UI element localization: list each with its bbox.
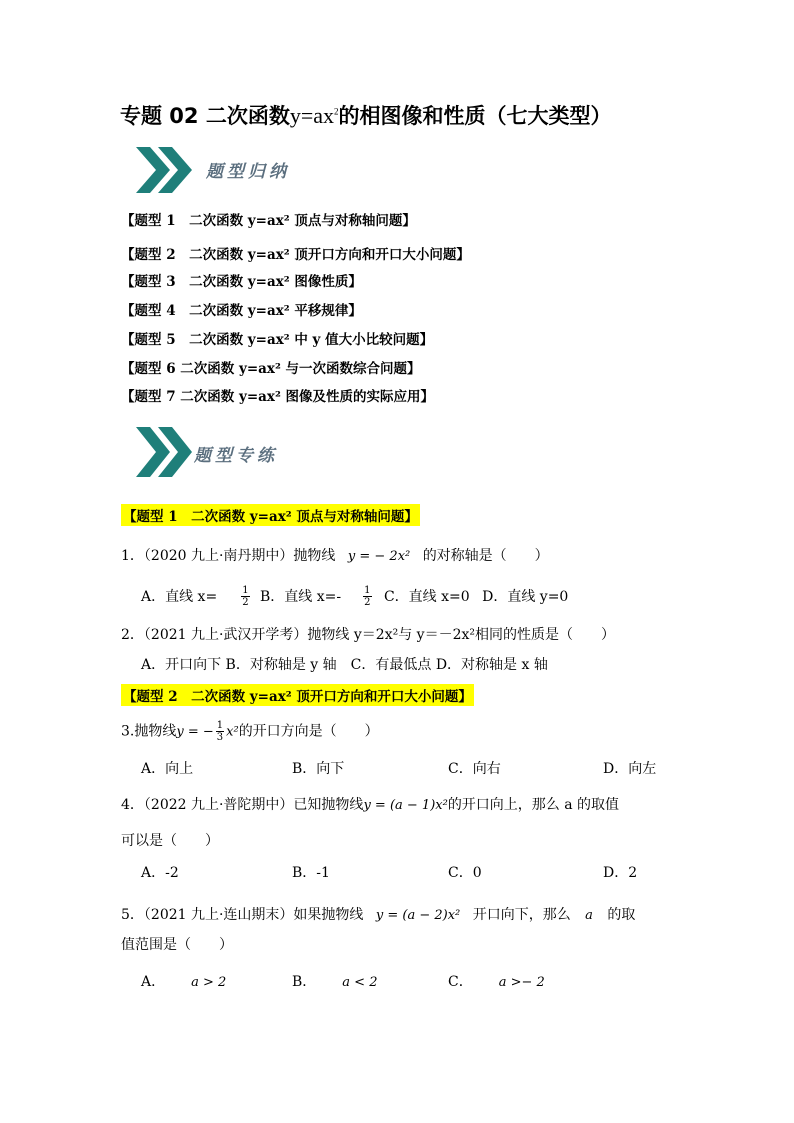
q3-option-a: A．向上 [141, 761, 194, 777]
q4-option-d: D．2 [603, 865, 638, 881]
toc-item-5: 【题型 5 二次函数 y=ax² 中 y 值大小比较问题】 [121, 332, 434, 348]
toc-item-1: 【题型 1 二次函数 y=ax² 顶点与对称轴问题】 [121, 213, 416, 229]
banner-summary [136, 145, 356, 195]
section-heading-2: 【题型 2 二次函数 y=ax² 顶开口方向和开口大小问题】 [121, 684, 474, 706]
q4-option-b: B．-1 [292, 865, 330, 881]
q1-option-c: C．直线 x=0 [383, 588, 470, 605]
question-5: 5．（2021 九上·连山期末）如果抛物线 y = (a − 2)x² 开口向下，那么 a 的取 [121, 907, 636, 923]
q5-option-a: A． a > 2 [141, 974, 227, 990]
q1-options [141, 585, 568, 608]
q2-options: A．开口向下 B．对称轴是 y 轴 C．有最低点 D．对称轴是 x 轴 [141, 657, 548, 673]
banner-summary-text: 题型归纳 [206, 162, 290, 182]
title-formula: $y=ax^2$ [289, 103, 339, 128]
q1-option-b: B．直线 x=- $\frac{1}{2}$ [260, 585, 371, 608]
q4-option-c: C．0 [448, 865, 482, 881]
q1-option-a: A．直线 x= $\frac{1}{2}$ [141, 585, 249, 608]
title-suffix: 的相图像和性质（七大类型） [338, 104, 612, 128]
question-5-cont: 值范围是（ ） [121, 937, 233, 953]
toc-item-4: 【题型 4 二次函数 y=ax² 平移规律】 [121, 303, 362, 319]
toc-item-3: 【题型 3 二次函数 y=ax² 图像性质】 [121, 274, 362, 290]
question-4: 4．（2022 九上·普陀期中）已知抛物线y = (a − 1)x²的开口向上，那么 a 的取值 [121, 797, 620, 813]
title-prefix: 专题 02 二次函数 [120, 104, 290, 128]
question-4-cont: 可以是（ ） [121, 833, 219, 849]
q3-option-c: C．向右 [448, 761, 501, 777]
toc-item-6: 【题型 6 二次函数 y=ax² 与一次函数综合问题】 [121, 361, 421, 377]
q3-option-d: D．向左 [603, 761, 657, 777]
q3-option-b: B．向下 [292, 761, 345, 777]
toc-item-7: 【题型 7 二次函数 y=ax² 图像及性质的实际应用】 [121, 389, 435, 405]
banner-practice-text: 题型专练 [194, 446, 278, 466]
q4-formula: y = (a − 1)x² [363, 798, 448, 813]
q5-option-b: B． a < 2 [292, 974, 378, 990]
banner-practice [136, 425, 356, 475]
double-chevron-icon [136, 145, 200, 195]
q5-option-c: C． a >− 2 [448, 974, 545, 990]
question-1: 1．（2020 九上·南丹期中）抛物线 y = − 2x² 的对称轴是（ ） [121, 548, 549, 564]
double-chevron-icon [136, 425, 200, 479]
toc-item-2: 【题型 2 二次函数 y=ax² 顶开口方向和开口大小问题】 [121, 247, 470, 263]
page-title [120, 100, 612, 130]
question-3: 3.抛物线y = − $\frac{1}{3}$ x²的开口方向是（ ） [121, 720, 379, 743]
question-2: 2．（2021 九上·武汉开学考）抛物线 y＝2x²与 y＝－2x²相同的性质是（ ） [121, 627, 615, 643]
q1-formula: y = − 2x² [347, 549, 411, 564]
q5-formula: y = (a − 2)x² [375, 908, 461, 923]
section-heading-1: 【题型 1 二次函数 y=ax² 顶点与对称轴问题】 [121, 504, 420, 526]
q4-option-a: A．-2 [141, 865, 179, 881]
q1-option-d: D．直线 y=0 [482, 588, 569, 605]
